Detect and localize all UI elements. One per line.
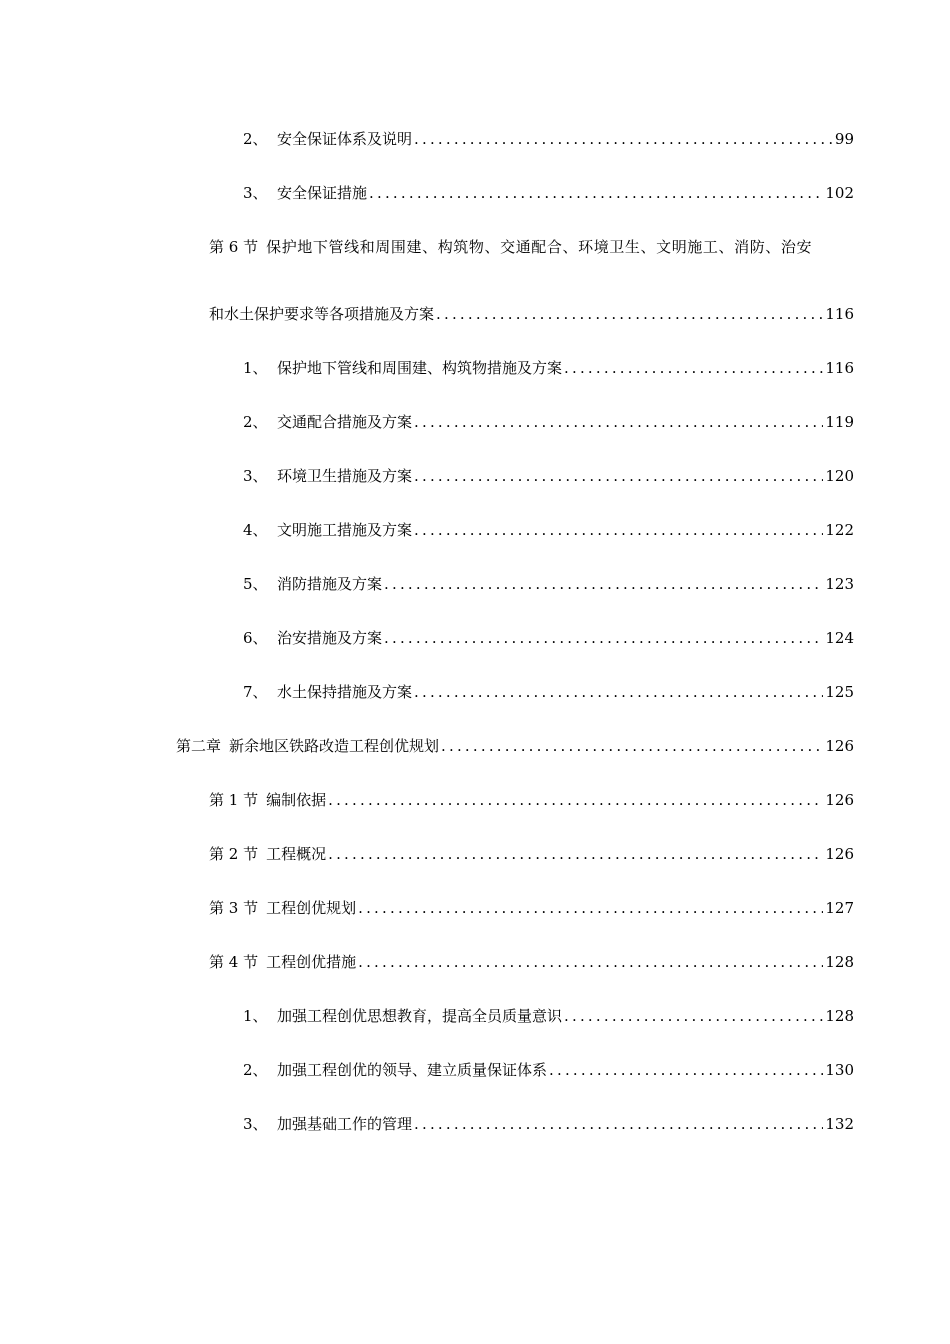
- toc-entry[interactable]: [243, 410, 854, 434]
- toc-entry-number: 5、: [243, 575, 268, 593]
- toc-dot-leader: [414, 1112, 823, 1136]
- toc-entry-number: 1、: [243, 359, 268, 377]
- toc-entry-page: 120: [825, 467, 854, 485]
- toc-entry-page: 102: [825, 184, 854, 202]
- toc-entry-page: 126: [825, 845, 854, 863]
- toc-entry-title: 安全保证体系及说明: [277, 130, 413, 148]
- toc-dot-leader: [414, 518, 823, 542]
- toc-entry-title-line2: 和水土保护要求等各项措施及方案: [209, 305, 435, 323]
- toc-entry-title: 新余地区铁路改造工程创优规划: [229, 737, 440, 755]
- toc-entry-title: 编制依据: [266, 791, 327, 809]
- toc-entry-title: 文明施工措施及方案: [277, 521, 413, 539]
- toc-entry-number: 3、: [243, 184, 268, 202]
- toc-entry-wrapped-line2[interactable]: [209, 302, 854, 326]
- toc-dot-leader: [414, 464, 823, 488]
- toc-entry[interactable]: [243, 572, 854, 596]
- toc-entry-page: 125: [825, 683, 854, 701]
- toc-entry-number: 第 1 节: [209, 791, 259, 809]
- toc-entry-title: 环境卫生措施及方案: [277, 467, 413, 485]
- toc-entry-page: 116: [825, 359, 854, 377]
- toc-entry-number: 1、: [243, 1007, 268, 1025]
- toc-entry-title-line1: 保护地下管线和周围建、构筑物、交通配合、环境卫生、文明施工、消防、治安: [266, 238, 813, 256]
- toc-entry-section[interactable]: [209, 950, 854, 974]
- toc-entry[interactable]: [243, 626, 854, 650]
- toc-entry[interactable]: [243, 181, 854, 205]
- toc-entry-page: 116: [825, 305, 854, 323]
- toc-entry-page: 124: [825, 629, 854, 647]
- toc-entry-page: 126: [825, 791, 854, 809]
- toc-entry-title: 消防措施及方案: [277, 575, 383, 593]
- toc-entry-page: 128: [825, 1007, 854, 1025]
- toc-entry-number: 第 4 节: [209, 953, 259, 971]
- toc-entry-page: 119: [825, 413, 854, 431]
- toc-entry-number: 7、: [243, 683, 268, 701]
- toc-entry-page: 130: [825, 1061, 854, 1079]
- toc-entry[interactable]: [243, 127, 854, 151]
- toc-entry-title: 工程创优规划: [266, 899, 357, 917]
- toc-entry[interactable]: [243, 1112, 854, 1136]
- toc-dot-leader: [358, 896, 823, 920]
- toc-entry-number: 第二章: [176, 737, 222, 755]
- toc-dot-leader: [369, 181, 823, 205]
- toc-dot-leader: [441, 734, 823, 758]
- toc-dot-leader: [414, 410, 823, 434]
- toc-entry-page: 132: [825, 1115, 854, 1133]
- toc-entry-section[interactable]: [209, 842, 854, 866]
- toc-dot-leader: [564, 1004, 823, 1028]
- toc-entry-title: 安全保证措施: [277, 184, 368, 202]
- toc-entry-title: 保护地下管线和周围建、构筑物措施及方案: [277, 359, 563, 377]
- toc-entry-title: 加强工程创优思想教育，提高全员质量意识: [277, 1007, 563, 1025]
- toc-entry-number: 第 6 节: [209, 238, 259, 256]
- toc-entry-page: 127: [825, 899, 854, 917]
- toc-entry-number: 2、: [243, 1061, 268, 1079]
- toc-entry-number: 6、: [243, 629, 268, 647]
- toc-entry-number: 第 2 节: [209, 845, 259, 863]
- toc-entry[interactable]: [243, 356, 854, 380]
- toc-entry-chapter[interactable]: [176, 734, 854, 758]
- toc-entry-title: 水土保持措施及方案: [277, 683, 413, 701]
- toc-dot-leader: [328, 788, 823, 812]
- toc-entry-number: 第 3 节: [209, 899, 259, 917]
- toc-dot-leader: [384, 572, 823, 596]
- toc-entry[interactable]: [243, 1004, 854, 1028]
- toc-entry-page: 99: [834, 130, 854, 148]
- toc-entry-number: 3、: [243, 467, 268, 485]
- toc-entry-title: 交通配合措施及方案: [277, 413, 413, 431]
- toc-entry-wrapped-line1[interactable]: [209, 235, 854, 259]
- toc-entry-section[interactable]: [209, 896, 854, 920]
- toc-entry-title: 工程创优措施: [266, 953, 357, 971]
- toc-dot-leader: [328, 842, 823, 866]
- toc-entry[interactable]: [243, 1058, 854, 1082]
- toc-entry-page: 122: [825, 521, 854, 539]
- toc-dot-leader: [414, 680, 823, 704]
- toc-dot-leader: [358, 950, 823, 974]
- toc-entry-title: 治安措施及方案: [277, 629, 383, 647]
- toc-entry[interactable]: [243, 464, 854, 488]
- toc-entry-number: 2、: [243, 130, 268, 148]
- toc-entry-title: 工程概况: [266, 845, 327, 863]
- toc-entry-number: 3、: [243, 1115, 268, 1133]
- toc-entry-number: 2、: [243, 413, 268, 431]
- toc-dot-leader: [414, 127, 833, 151]
- toc-dot-leader: [549, 1058, 823, 1082]
- toc-dot-leader: [384, 626, 823, 650]
- toc-entry[interactable]: [243, 518, 854, 542]
- toc-entry-page: 126: [825, 737, 854, 755]
- toc-entry-page: 123: [825, 575, 854, 593]
- toc-entry-section[interactable]: [209, 788, 854, 812]
- toc-entry-title: 加强工程创优的领导、建立质量保证体系: [277, 1061, 548, 1079]
- toc-entry-page: 128: [825, 953, 854, 971]
- toc-entry[interactable]: [243, 680, 854, 704]
- toc-dot-leader: [436, 302, 823, 326]
- toc-entry-title: 加强基础工作的管理: [277, 1115, 413, 1133]
- toc-entry-number: 4、: [243, 521, 268, 539]
- toc-dot-leader: [564, 356, 823, 380]
